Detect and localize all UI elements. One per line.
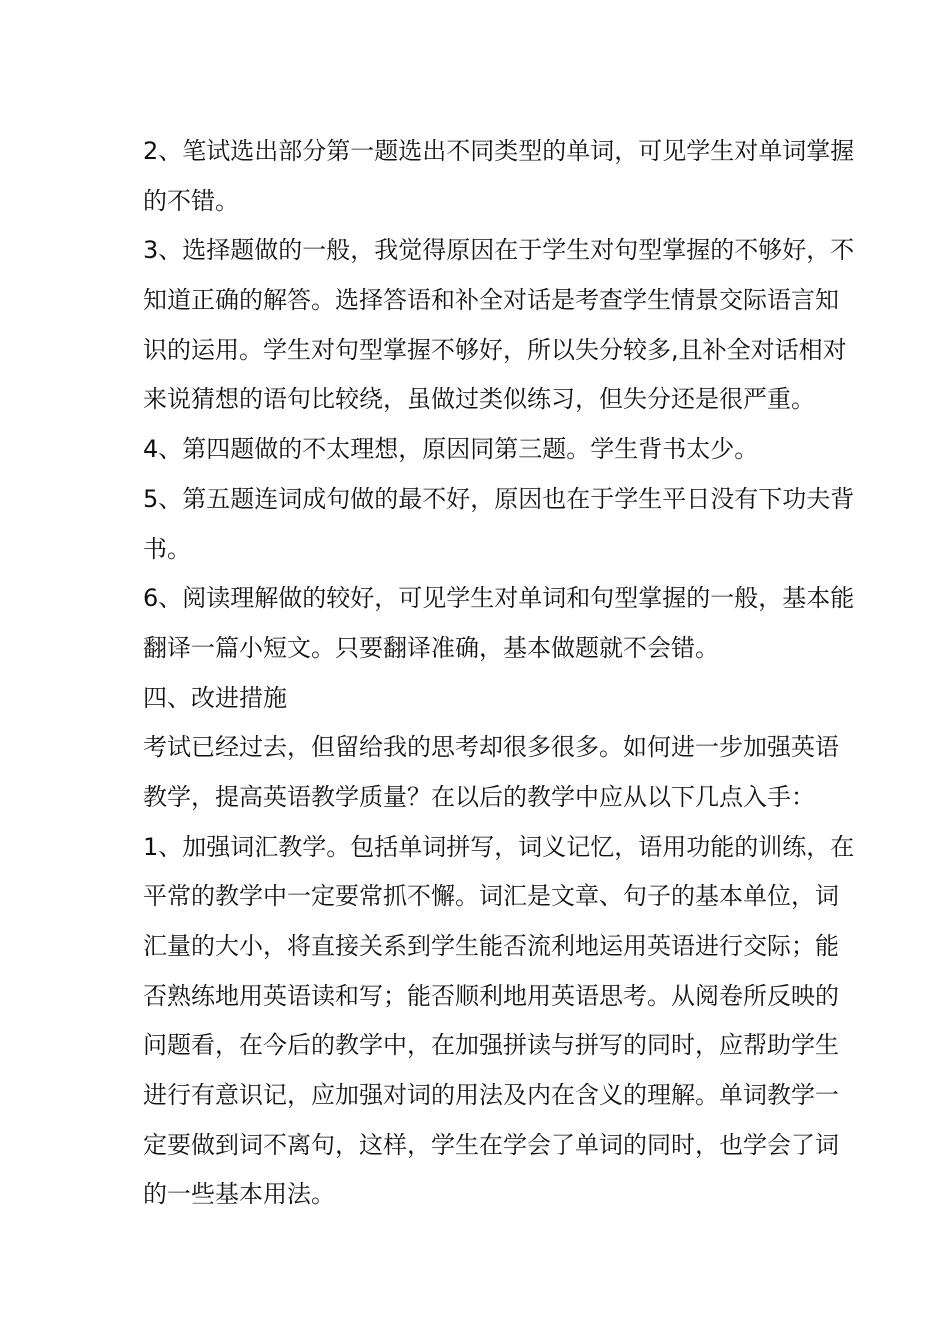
text-line: 知道正确的解答。选择答语和补全对话是考查学生情景交际语言知 <box>143 286 839 315</box>
text-line: 6、阅读理解做的较好，可见学生对单词和句型掌握的一般，基本能 <box>143 584 855 613</box>
text-line: 1、加强词汇教学。包括单词拼写，词义记忆，语用功能的训练，在 <box>143 832 855 861</box>
text-line: 定要做到词不离句，这样，学生在学会了单词的同时，也学会了词 <box>143 1130 839 1159</box>
text-line: 5、第五题连词成句做的最不好，原因也在于学生平日没有下功夫背 <box>143 484 855 513</box>
text-line: 平常的教学中一定要常抓不懈。词汇是文章、句子的基本单位，词 <box>143 882 839 911</box>
text-line: 的不错。 <box>143 186 239 215</box>
text-line: 3、选择题做的一般，我觉得原因在于学生对句型掌握的不够好，不 <box>143 236 855 265</box>
text-line: 2、笔试选出部分第一题选出不同类型的单词，可见学生对单词掌握 <box>143 137 855 165</box>
text-line: 书。 <box>143 534 191 563</box>
text-line: 问题看，在今后的教学中，在加强拼读与拼写的同时，应帮助学生 <box>143 1031 839 1060</box>
text-line: 考试已经过去，但留给我的思考却很多很多。如何进一步加强英语 <box>143 733 839 762</box>
text-line: 4、第四题做的不太理想，原因同第三题。学生背书太少。 <box>143 435 759 464</box>
text-line: 的一些基本用法。 <box>143 1180 335 1209</box>
text-line: 汇量的大小，将直接关系到学生能否流利地运用英语进行交际；能 <box>143 932 839 960</box>
document-body <box>143 127 855 1220</box>
text-line: 来说猜想的语句比较绕，虽做过类似练习，但失分还是很严重。 <box>143 385 815 414</box>
text-line: 否熟练地用英语读和写；能否顺利地用英语思考。从阅卷所反映的 <box>143 981 839 1010</box>
section-heading: 四、改进措施 <box>143 683 287 712</box>
text-line: 教学，提高英语教学质量？在以后的教学中应从以下几点入手： <box>143 782 815 811</box>
text-line: 识的运用。学生对句型掌握不够好，所以失分较多,且补全对话相对 <box>143 335 847 364</box>
text-line: 翻译一篇小短文。只要翻译准确，基本做题就不会错。 <box>143 633 719 662</box>
text-line: 进行有意识记，应加强对词的用法及内在含义的理解。单词教学一 <box>143 1081 839 1110</box>
